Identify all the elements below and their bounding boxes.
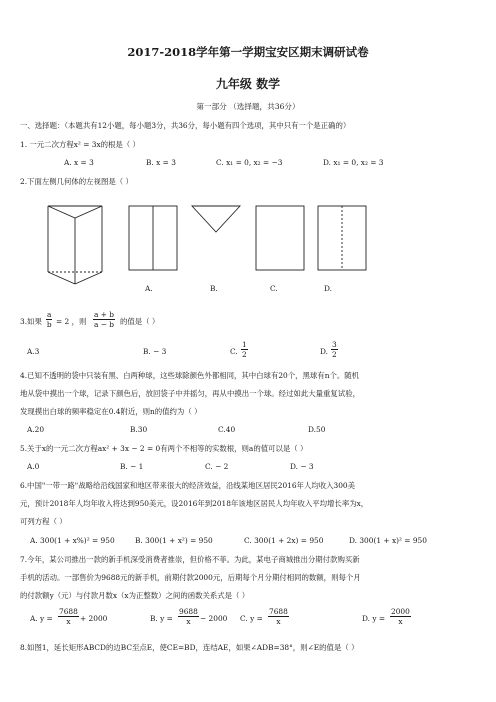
q7-d-numerator: 2000 xyxy=(391,607,410,616)
q2-label-d: D. xyxy=(324,284,333,293)
q4-line-3: 发现摸出白球的频率稳定在0.4附近，则n的值约为（ ） xyxy=(20,407,202,416)
q6-line-2: 元，预计2018年人均年收入将达到950美元，设2016年到2018年该地区居民人均年收入平均增长率为x， xyxy=(20,499,369,508)
q3-fraction-a-over-b xyxy=(46,311,52,329)
q6-line-3: 可列方程（ ） xyxy=(20,517,67,526)
q3-option-a: A.3 xyxy=(27,347,40,356)
q3-option-d-label: D. xyxy=(320,347,329,356)
q3-stem-mid: = 2 ，则 xyxy=(56,317,87,326)
q1-option-b: B. x = 3 xyxy=(146,158,176,167)
q7-option-a-tail: + 2000 xyxy=(80,614,108,623)
q7-line-1: 7.今年，某公司推出一款的新手机深受消费者推崇，但价格不菲。为此，某电子商城推出分期付款购买新 xyxy=(20,555,360,564)
q8-stem: 8.如图1，延长矩形ABCD的边BC至点E，使CE=BD，连结AE，如果∠ADB=38°，则∠E的值是（ ） xyxy=(20,643,359,652)
q7-d-denominator: x xyxy=(398,617,403,627)
q1-option-c: C. x₁ = 0, x₂ = −3 xyxy=(216,158,283,167)
triangular-prism-figure xyxy=(40,198,110,288)
q3-f2-denominator: a − b xyxy=(94,320,115,330)
q4-option-c: C.40 xyxy=(218,425,236,434)
view-option-c-figure xyxy=(254,204,306,272)
q4-line-2: 地从袋中摸出一个球，记录下颜色后，放回袋子中并摇匀，再从中摸出一个球。经过如此大量重复试验， xyxy=(20,389,360,398)
q7-line-3: 的付款额y（元）与付款月数x（x为正整数）之间的函数关系式是（ ） xyxy=(20,591,250,600)
q7-option-b-tail: − 2000 xyxy=(200,614,228,623)
q6-option-a: A. 300(1 + x%)² = 950 xyxy=(30,536,115,545)
q2-label-b: B. xyxy=(210,284,218,293)
q7-a-numerator: 7688 xyxy=(59,607,78,616)
q4-option-a: A.20 xyxy=(27,425,45,434)
q2-label-a: A. xyxy=(145,284,153,293)
q5-stem: 5.关于x的一元二次方程ax² + 3x − 2 = 0有两个不相等的实数根，则a的值可以是（ ） xyxy=(20,444,308,453)
q4-line-1: 4.已知不透明的袋中只装有黑、白两种球，这些球除颜色外都相同，其中白球有20个，黑球有n个。随机 xyxy=(20,371,360,380)
view-option-a-figure xyxy=(127,204,179,272)
q3-f1-numerator: a xyxy=(47,310,52,319)
q3-stem-pre: 3.如果 xyxy=(20,317,42,326)
q7-b-numerator: 9688 xyxy=(179,607,198,616)
q7-option-d-fraction xyxy=(390,608,411,626)
q3-option-d-fraction xyxy=(331,341,338,359)
q7-option-a-fraction xyxy=(58,608,79,626)
q3-c-denominator: 2 xyxy=(242,350,247,360)
q4-option-b: B.30 xyxy=(130,425,148,434)
q2-stem: 2.下面左侧几何体的左视图是（ ） xyxy=(20,177,133,186)
q7-option-c-label: C. y = xyxy=(240,614,263,623)
q7-b-denominator: x xyxy=(186,617,191,627)
q3-f2-numerator: a + b xyxy=(94,310,115,319)
view-option-b-figure xyxy=(190,204,242,272)
q5-option-d: D. − 3 xyxy=(290,462,314,471)
q6-option-d: D. 300(1 + x)² = 950 xyxy=(349,536,427,545)
q7-option-c-fraction xyxy=(268,608,289,626)
q3-d-numerator: 3 xyxy=(332,340,337,349)
q1-option-a: A. x = 3 xyxy=(64,158,94,167)
q3-d-denominator: 2 xyxy=(332,350,337,360)
q5-option-a: A.0 xyxy=(27,462,40,471)
q3-option-c-label: C. xyxy=(230,347,238,356)
q1-option-d: D. x₁ = 0, x₂ = 3 xyxy=(323,158,384,167)
q2-label-c: C. xyxy=(270,284,278,293)
q3-fraction-sum-over-diff xyxy=(93,311,115,329)
q1-stem: 1. 一元二次方程x² = 3x的根是（ ） xyxy=(20,140,140,149)
q7-line-2: 手机的活动。一部售价为9688元的新手机，前期付款2000元，后期每个月分期付相同的数额，则每个月 xyxy=(20,573,361,582)
part-heading: 第一部分 （选择题，共36分） xyxy=(196,102,300,111)
q5-option-c: C. − 2 xyxy=(205,462,229,471)
q3-f1-denominator: b xyxy=(46,320,52,330)
exam-title: 2017-2018学年第一学期宝安区期末调研试卷 xyxy=(127,45,369,59)
q7-c-denominator: x xyxy=(276,617,281,627)
q3-option-b: B. − 3 xyxy=(143,347,167,356)
q6-option-c: C. 300(1 + 2x) = 950 xyxy=(244,536,324,545)
q7-option-b-label: B. y = xyxy=(150,614,173,623)
q3-stem-post: 的值是（ ） xyxy=(120,317,160,326)
q3-c-numerator: 1 xyxy=(242,340,247,349)
q6-option-b: B. 300(1 + x²) = 950 xyxy=(135,536,213,545)
section-intro: 一、选择题：（本题共有12小题，每小题3分，共36分，每小题有四个选项，其中只有一个是正确的） xyxy=(20,121,351,130)
view-option-d-figure xyxy=(316,204,368,272)
grade-subject: 九年级 数学 xyxy=(215,77,281,91)
q7-c-numerator: 7688 xyxy=(269,607,288,616)
q7-option-a-label: A. y = xyxy=(30,614,53,623)
q7-option-b-fraction xyxy=(178,608,199,626)
q4-option-d: D.50 xyxy=(308,425,326,434)
q6-line-1: 6.中国"一带一路"战略给沿线国家和地区带来很大的经济效益，沿线某地区居民2016年人均收入300美 xyxy=(20,481,356,490)
q7-option-d-label: D. y = xyxy=(362,614,386,623)
q5-option-b: B. − 1 xyxy=(120,462,144,471)
q3-option-c-fraction xyxy=(241,341,248,359)
q7-a-denominator: x xyxy=(66,617,71,627)
